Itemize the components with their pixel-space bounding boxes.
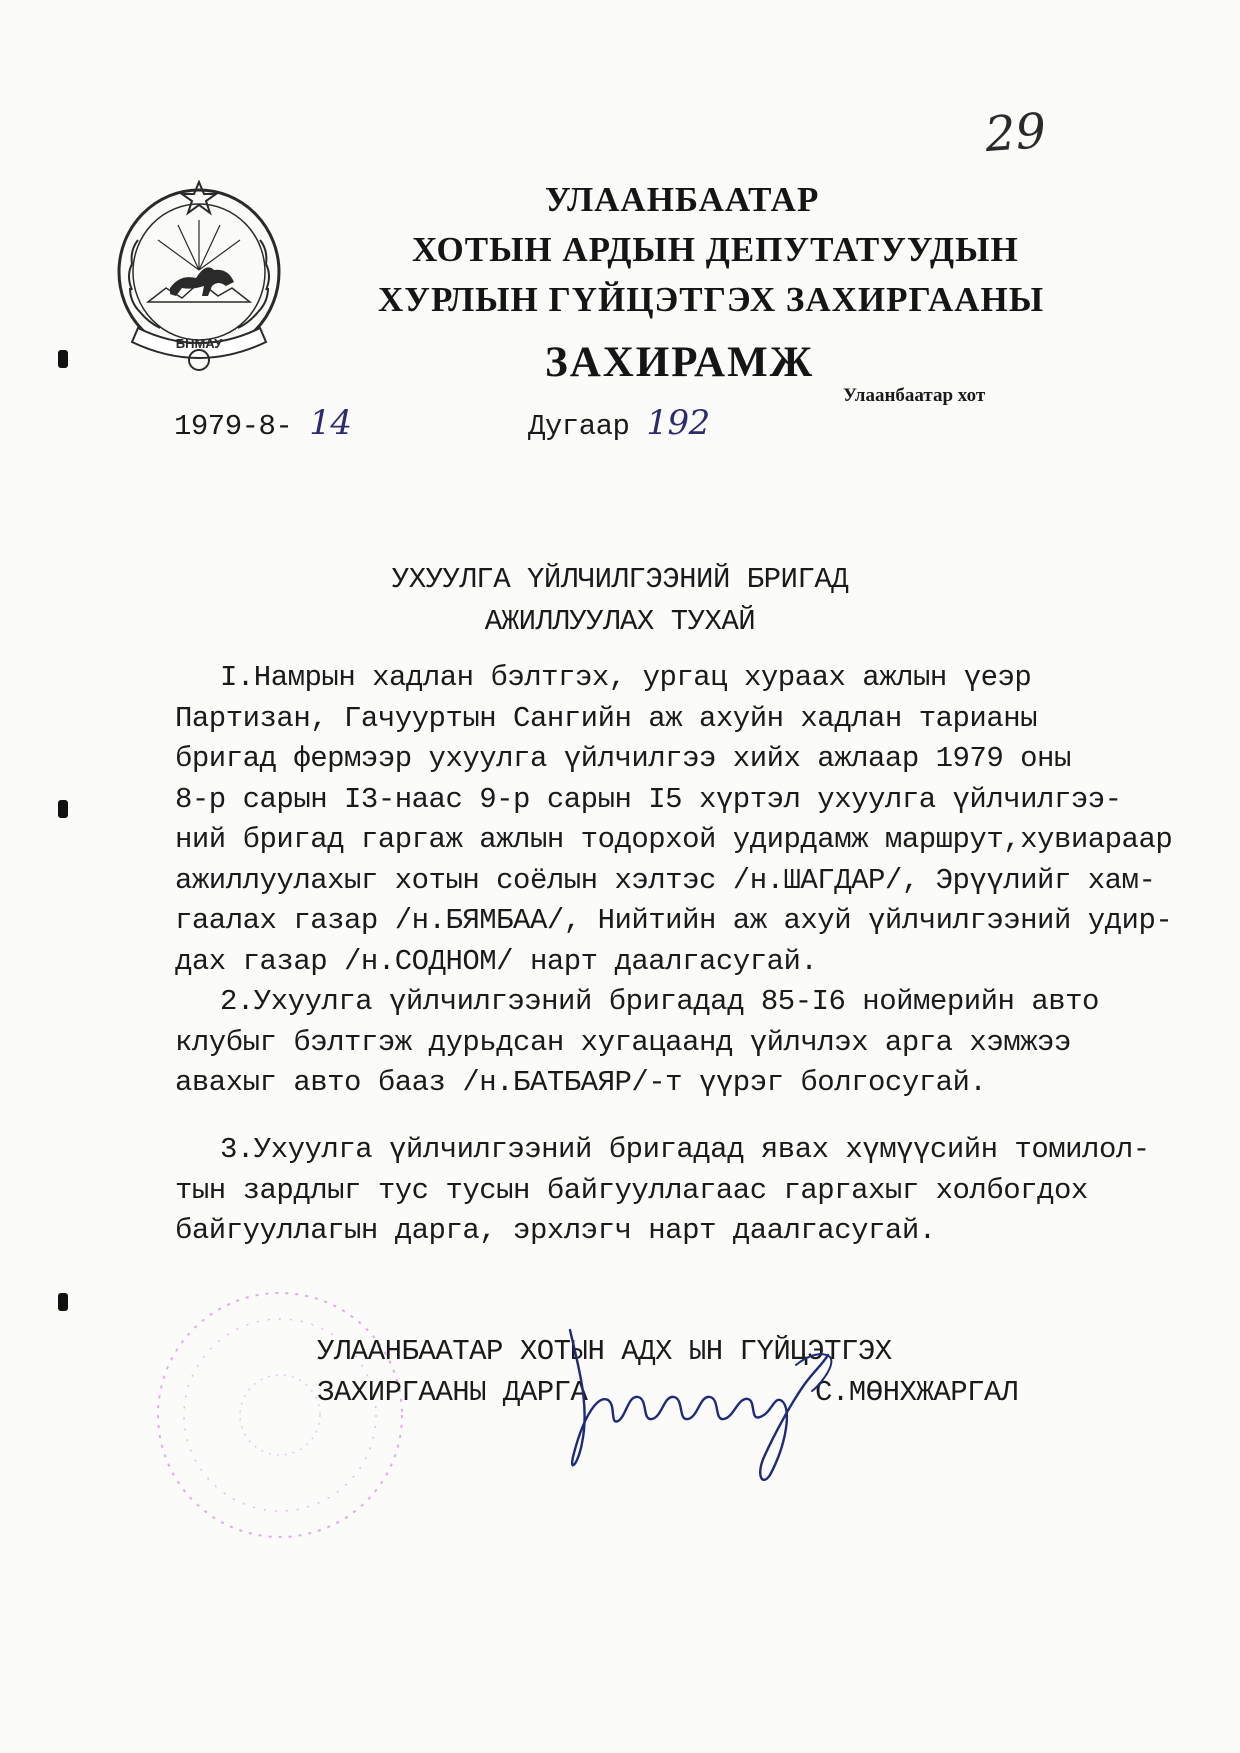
header-council: ХОТЫН АРДЫН ДЕПУТАТУУДЫН: [412, 230, 1019, 269]
paragraph-line: байгууллагын дарга, эрхлэгч нарт даалгасугай.: [175, 1214, 936, 1247]
signatory-title-line1: УЛААНБААТАР ХОТЫН АДХ ЫН ГҮЙЦЭТГЭХ: [317, 1335, 892, 1368]
signatory-name: С.МӨНХЖАРГАЛ: [815, 1376, 1018, 1409]
signatory-title-line2: ЗАХИРГААНЫ ДАРГА: [317, 1376, 588, 1409]
doc-type-title: ЗАХИРАМЖ: [545, 339, 815, 386]
paragraph-line: 2.Ухуулга үйлчилгээний бригадад 85-I6 ноймерийн авто: [220, 985, 1099, 1018]
decree-title-line2: АЖИЛЛУУЛАХ ТУХАЙ: [484, 605, 756, 638]
decree-title-line1: УХУУЛГА ҮЙЛЧИЛГЭЭНИЙ БРИГАД: [391, 563, 849, 596]
date-printed: 1979-8-: [174, 410, 293, 443]
seal-stamp-icon: [145, 1280, 415, 1550]
emblem-ribbon-text: БНМАУ: [175, 336, 223, 351]
date-line: [174, 403, 352, 443]
punch-hole-mark: [58, 800, 68, 818]
punch-hole-mark: [58, 350, 68, 368]
state-emblem-icon: [108, 180, 290, 375]
paragraph-line: авахыг авто бааз /н.БАТБАЯР/-т үүрэг болгосугай.: [175, 1066, 987, 1099]
paragraph-line: 3.Ухуулга үйлчилгээний бригадад явах хүмүүсийн томилол-: [220, 1133, 1150, 1166]
paragraph-line: дах газар /н.СОДНОМ/ нарт даалгасугай.: [175, 944, 818, 978]
punch-hole-mark: [58, 1293, 68, 1311]
paragraph-line: 8-р сарын I3-наас 9-р сарын I5 хүртэл ухуулга үйлчилгээ-: [175, 782, 1122, 816]
handwritten-signature-icon: [560, 1325, 870, 1485]
number-handwritten: 192: [646, 403, 710, 443]
number-line: [528, 403, 710, 443]
paragraph-2: [175, 985, 1105, 1107]
paragraph-3: [175, 1133, 1150, 1255]
paragraph-line: ний бригад гаргаж ажлын тодорхой удирдамж маршрут,хувиараар: [175, 823, 1173, 856]
paragraph-line: гаалах газар /н.БЯМБАА/, Нийтийн аж ахуй үйлчилгээний удир-: [175, 904, 1173, 937]
paragraph-line: бригад фермээр ухуулга үйлчилгээ хийх ажлаар 1979 оны: [175, 742, 1071, 775]
paragraph-1: [175, 661, 1173, 985]
paragraph-line: клубыг бэлтгэж дурьдсан хугацаанд үйлчлэх арга хэмжээ: [175, 1025, 1071, 1059]
paragraph-line: Партизан, Гачууртын Сангийн аж ахуйн хадлан тарианы: [175, 701, 1038, 735]
header-city: УЛААНБААТАР: [545, 180, 820, 219]
paragraph-line: ажиллуулахыг хотын соёлын хэлтэс /н.ШАГДАР/, Эрүүлийг хам-: [175, 863, 1156, 897]
paragraph-line: I.Намрын хадлан бэлтгэх, ургац хураах ажлын үеэр: [220, 661, 1032, 694]
number-label: Дугаар: [528, 410, 630, 443]
folio-number: 29: [983, 102, 1048, 164]
paragraph-line: тын зардлыг тус тусын байгууллагаас гаргахыг холбогдох: [175, 1173, 1088, 1207]
header-administration: ХУРЛЫН ГҮЙЦЭТГЭХ ЗАХИРГААНЫ: [378, 280, 1045, 319]
date-handwritten-day: 14: [309, 403, 352, 443]
place-label: Улаанбаатар хот: [843, 385, 986, 406]
